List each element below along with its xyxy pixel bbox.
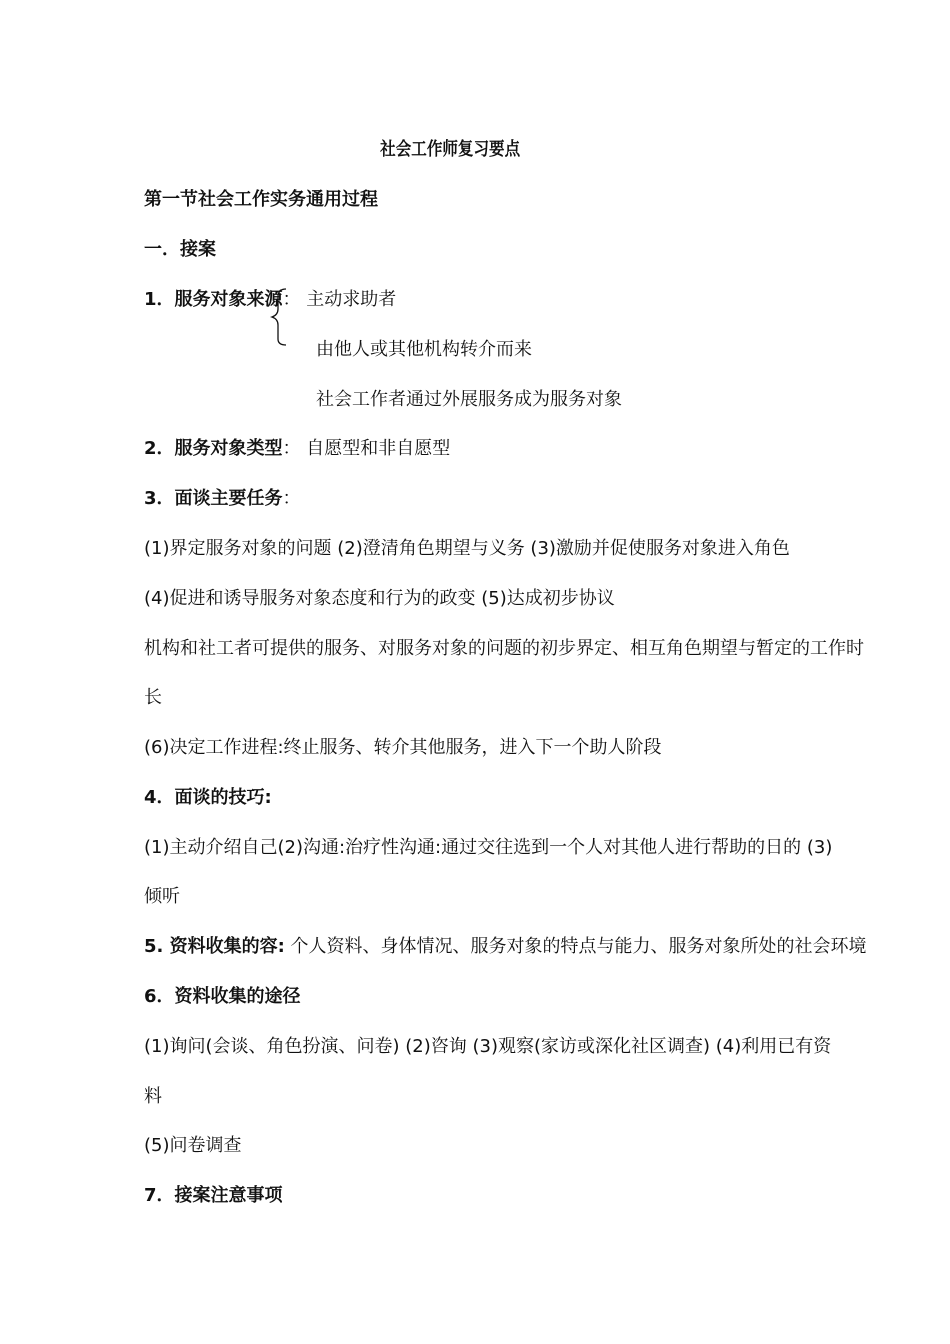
item-5-label: 5. 资料收集的容:: [144, 936, 285, 957]
item-3-line-5: (6)决定工作进程:终止服务、转介其他服务，进入下一个助人阶段: [144, 737, 662, 758]
item-4-line-2: 倾听: [144, 886, 180, 907]
item-6-line-1: (1)询问(会谈、角色扮演、问卷) (2)咨询 (3)观察(家访或深化社区调查) (4)利用已有资: [144, 1036, 832, 1057]
item-2-value: 自愿型和非自愿型: [306, 438, 451, 459]
item-5-value: 个人资料、身体情况、服务对象的特点与能力、服务对象所处的社会环境: [284, 936, 867, 957]
item-3-line-4: 长: [144, 687, 162, 708]
item-2-sep: ：: [282, 438, 301, 459]
item-3: [144, 487, 301, 511]
item-3-line-2: (4)促进和诱导服务对象态度和行为的政变 (5)达成初步协议: [144, 588, 615, 609]
item-4-label: 4．面谈的技巧:: [144, 787, 272, 808]
item-2-label: 2．服务对象类型: [144, 438, 283, 459]
item-1-value-3: 社会工作者通过外展服务成为服务对象: [316, 389, 622, 410]
item-1-sep: ：: [282, 289, 301, 310]
item-1-label: 1．服务对象来源: [144, 289, 283, 310]
item-5: [144, 935, 867, 959]
item-1-value-1: 主动求助者: [306, 289, 397, 310]
item-4-line-1: (1)主动介绍自己(2)沟通:治疗性沟通:通过交往选到一个人对其他人进行帮助的日的 (3): [144, 837, 833, 858]
brace-icon: [270, 287, 290, 347]
item-6-line-2: 料: [144, 1086, 162, 1107]
item-3-label: 3．面谈主要任务: [144, 488, 283, 509]
item-1-value-2: 由他人或其他机构转介而来: [316, 339, 532, 360]
item-3-line-3: 机构和社工者可提供的服务、对服务对象的问题的初步界定、相互角色期望与暂定的工作时: [144, 638, 864, 659]
item-7-label: 7．接案注意事项: [144, 1185, 283, 1206]
part-heading: 一．接案: [144, 239, 216, 260]
item-6-line-3: (5)问卷调查: [144, 1135, 242, 1156]
item-3-line-1: (1)界定服务对象的问题 (2)澄清角色期望与义务 (3)激励并促使服务对象进入角色: [144, 538, 790, 559]
item-2: [144, 437, 450, 461]
item-6-label: 6．资料收集的途径: [144, 986, 301, 1007]
item-3-sep: ：: [282, 488, 301, 509]
document-title: 社会工作师复习要点: [380, 139, 521, 160]
section-heading: 第一节社会工作实务通用过程: [144, 189, 378, 210]
